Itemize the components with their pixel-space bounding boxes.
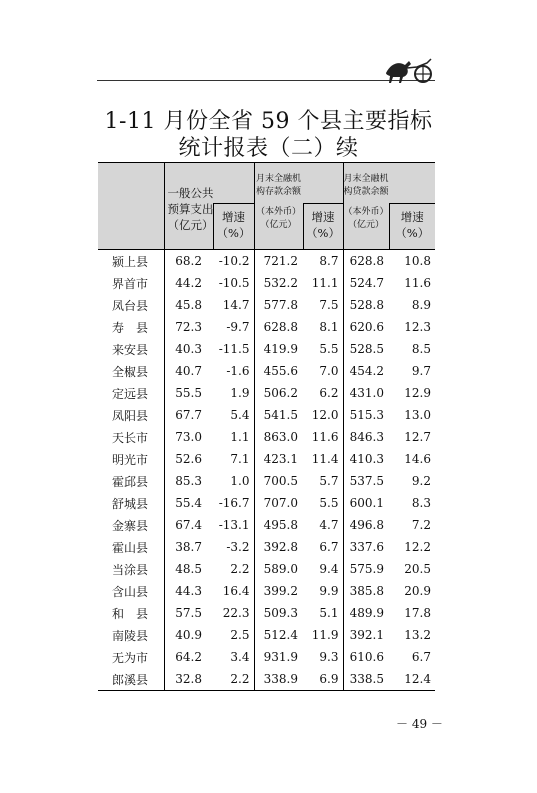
county-name-cell: 凤台县 [98, 294, 164, 316]
county-name-cell: 和 县 [98, 602, 164, 624]
loan-cell: 620.6 [343, 316, 388, 338]
loan-rate-cell: 20.5 [404, 562, 431, 576]
loan-rate-cell: 12.4 [388, 668, 435, 691]
budget-exp-cell: 48.5 [164, 558, 206, 580]
table-row [98, 514, 435, 536]
loan-cell: 610.6 [343, 646, 388, 668]
table-row [98, 580, 435, 602]
county-name-cell: 颍上县 [98, 250, 164, 273]
stats-table [98, 162, 435, 691]
budget-exp-cell: 40.9 [164, 624, 206, 646]
budget-rate-cell: -3.2 [226, 540, 250, 554]
loan-cell: 524.7 [343, 272, 388, 294]
budget-exp-cell: 45.8 [164, 294, 206, 316]
table-body [98, 250, 435, 691]
loan-cell: 338.5 [343, 668, 388, 691]
header-budget-label [167, 185, 215, 233]
deposit-rate-cell: 8.1 [319, 320, 339, 334]
loan-rate-cell: 9.2 [411, 474, 431, 488]
budget-exp-cell: 57.5 [164, 602, 206, 624]
header-deposit-group [254, 163, 343, 250]
budget-exp-cell: 73.0 [164, 426, 206, 448]
deposit-cell: 419.9 [254, 338, 302, 360]
deposit-rate-cell: 6.9 [302, 668, 343, 691]
deposit-cell: 931.9 [254, 646, 302, 668]
loan-rate-cell: 20.9 [404, 584, 431, 598]
budget-exp-cell: 67.7 [164, 404, 206, 426]
header-budget-line-3: （亿元） [167, 218, 214, 232]
deposit-rate-cell: 9.3 [319, 650, 339, 664]
county-name-cell: 凤阳县 [98, 404, 164, 426]
budget-rate-cell: -10.5 [218, 276, 250, 290]
budget-exp-cell: 55.4 [164, 492, 206, 514]
loan-cell: 846.3 [343, 426, 388, 448]
deposit-cell: 721.2 [254, 250, 302, 273]
header-loan-line-4: （亿元） [347, 220, 384, 230]
budget-exp-cell: 85.3 [164, 470, 206, 492]
header-deposit-line-1: 月末全融机 [255, 174, 301, 184]
deposit-cell: 628.8 [254, 316, 302, 338]
deposit-rate-cell: 6.7 [319, 540, 339, 554]
budget-exp-cell: 40.7 [164, 360, 206, 382]
county-name-cell: 霍邱县 [98, 470, 164, 492]
deposit-rate-cell: 8.7 [319, 254, 339, 268]
deposit-cell: 577.8 [254, 294, 302, 316]
budget-exp-cell: 72.3 [164, 316, 206, 338]
budget-rate-cell: 14.7 [222, 298, 250, 312]
budget-rate-cell: 2.5 [230, 628, 250, 642]
deposit-cell: 423.1 [254, 448, 302, 470]
header-county-cell [98, 163, 164, 250]
loan-cell: 528.8 [343, 294, 388, 316]
budget-exp-cell: 32.8 [164, 668, 206, 691]
county-name-cell: 舒城县 [98, 492, 164, 514]
header-rate-unit: （%） [395, 226, 430, 240]
deposit-rate-cell: 11.9 [311, 628, 339, 642]
loan-rate-cell: 10.8 [404, 254, 431, 268]
table-row [98, 448, 435, 470]
deposit-cell: 506.2 [254, 382, 302, 404]
header-rate-label: 增速 [311, 210, 335, 224]
loan-rate-cell: 6.7 [411, 650, 431, 664]
deposit-rate-cell: 7.0 [319, 364, 339, 378]
table-row [98, 536, 435, 558]
county-name-cell: 南陵县 [98, 624, 164, 646]
loan-cell: 600.1 [343, 492, 388, 514]
deposit-cell: 512.4 [254, 624, 302, 646]
header-loan-line-3: （本外币） [343, 207, 389, 217]
table-row [98, 470, 435, 492]
header-rate-label: 增速 [400, 210, 424, 224]
deposit-cell: 532.2 [254, 272, 302, 294]
loan-cell: 385.8 [343, 580, 388, 602]
county-name-cell: 界首市 [98, 272, 164, 294]
deposit-rate-cell: 5.5 [319, 496, 339, 510]
budget-exp-cell: 64.2 [164, 646, 206, 668]
header-rate-label: 增速 [222, 210, 245, 224]
loan-rate-cell: 8.3 [411, 496, 431, 510]
loan-rate-cell: 9.7 [411, 364, 431, 378]
budget-rate-cell: 1.9 [230, 386, 250, 400]
table-row [98, 338, 435, 360]
table-row [98, 382, 435, 404]
deposit-rate-cell: 9.9 [319, 584, 339, 598]
budget-rate-cell: 3.4 [230, 650, 250, 664]
budget-rate-cell: 7.1 [230, 452, 250, 466]
table-row [98, 668, 435, 691]
deposit-cell: 509.3 [254, 602, 302, 624]
header-loan-line-2: 构贷款余额 [343, 187, 389, 197]
deposit-rate-cell: 11.6 [311, 430, 339, 444]
header-loan-rate [389, 203, 436, 249]
county-name-cell: 寿 县 [98, 316, 164, 338]
loan-cell: 628.8 [343, 250, 388, 273]
budget-rate-cell: 1.0 [230, 474, 250, 488]
header-loan-group [343, 163, 435, 250]
loan-rate-cell: 12.3 [404, 320, 431, 334]
county-name-cell: 定远县 [98, 382, 164, 404]
header-deposit-line-4: （亿元） [260, 220, 297, 230]
loan-rate-cell: 8.5 [411, 342, 431, 356]
deposit-cell: 707.0 [254, 492, 302, 514]
county-name-cell: 无为市 [98, 646, 164, 668]
table-row [98, 602, 435, 624]
header-loan-label [344, 173, 389, 232]
budget-exp-cell: 44.3 [164, 580, 206, 602]
budget-rate-cell: -16.7 [218, 496, 250, 510]
budget-rate-cell: -13.1 [218, 518, 250, 532]
budget-rate-cell: 2.2 [206, 668, 254, 691]
budget-exp-cell: 40.3 [164, 338, 206, 360]
deposit-cell: 392.8 [254, 536, 302, 558]
county-name-cell: 来安县 [98, 338, 164, 360]
table-row [98, 272, 435, 294]
county-name-cell: 郎溪县 [98, 668, 164, 691]
header-loan-line-1: 月末全融机 [343, 174, 389, 184]
loan-cell: 496.8 [343, 514, 388, 536]
budget-rate-cell: 5.4 [230, 408, 250, 422]
deposit-cell: 541.5 [254, 404, 302, 426]
header-budget-line-2: 预算支出 [167, 202, 214, 216]
budget-exp-cell: 52.6 [164, 448, 206, 470]
loan-rate-cell: 14.6 [404, 452, 431, 466]
loan-rate-cell: 13.2 [404, 628, 431, 642]
budget-rate-cell: 1.1 [230, 430, 250, 444]
budget-rate-cell: 16.4 [222, 584, 250, 598]
table-row [98, 404, 435, 426]
loan-cell: 410.3 [343, 448, 388, 470]
budget-rate-cell: -9.7 [226, 320, 250, 334]
header-deposit-line-3: （本外币） [255, 207, 301, 217]
budget-rate-cell: -1.6 [226, 364, 250, 378]
loan-rate-cell: 12.2 [404, 540, 431, 554]
table-row [98, 294, 435, 316]
deposit-cell: 863.0 [254, 426, 302, 448]
loan-cell: 454.2 [343, 360, 388, 382]
header-budget-group [164, 163, 254, 250]
horse-chariot-logo-icon [383, 55, 435, 85]
loan-rate-cell: 12.9 [404, 386, 431, 400]
loan-cell: 489.9 [343, 602, 388, 624]
loan-cell: 337.6 [343, 536, 388, 558]
county-name-cell: 天长市 [98, 426, 164, 448]
loan-rate-cell: 8.9 [411, 298, 431, 312]
county-name-cell: 霍山县 [98, 536, 164, 558]
budget-exp-cell: 38.7 [164, 536, 206, 558]
budget-exp-cell: 44.2 [164, 272, 206, 294]
county-name-cell: 金寨县 [98, 514, 164, 536]
table-row [98, 360, 435, 382]
loan-rate-cell: 11.6 [404, 276, 431, 290]
county-name-cell: 全椒县 [98, 360, 164, 382]
header-rate-unit: （%） [216, 226, 251, 240]
county-name-cell: 明光市 [98, 448, 164, 470]
table-row [98, 646, 435, 668]
deposit-rate-cell: 6.2 [319, 386, 339, 400]
loan-cell: 515.3 [343, 404, 388, 426]
deposit-cell: 338.9 [254, 668, 302, 691]
loan-rate-cell: 12.7 [404, 430, 431, 444]
header-deposit-rate [303, 203, 343, 249]
deposit-rate-cell: 5.5 [319, 342, 339, 356]
deposit-rate-cell: 4.7 [319, 518, 339, 532]
table-row [98, 250, 435, 273]
loan-cell: 575.9 [343, 558, 388, 580]
loan-rate-cell: 17.8 [404, 606, 431, 620]
loan-rate-cell: 13.0 [404, 408, 431, 422]
title-line-1: 1-11 月份全省 59 个县主要指标 [104, 109, 433, 134]
budget-exp-cell: 67.4 [164, 514, 206, 536]
deposit-rate-cell: 5.7 [319, 474, 339, 488]
table-row [98, 624, 435, 646]
county-name-cell: 当涂县 [98, 558, 164, 580]
title-line-2: 统计报表（二）续 [178, 136, 359, 161]
header-deposit-label [255, 173, 303, 232]
header-rate-unit: （%） [306, 226, 340, 240]
deposit-cell: 399.2 [254, 580, 302, 602]
budget-rate-cell: -11.5 [218, 342, 250, 356]
loan-cell: 528.5 [343, 338, 388, 360]
loan-cell: 431.0 [343, 382, 388, 404]
deposit-cell: 455.6 [254, 360, 302, 382]
stats-table-wrap [98, 162, 435, 691]
budget-exp-cell: 55.5 [164, 382, 206, 404]
budget-rate-cell: -10.2 [218, 254, 250, 268]
table-row [98, 558, 435, 580]
deposit-cell: 700.5 [254, 470, 302, 492]
page-number: － 49 － [396, 717, 443, 731]
table-row [98, 316, 435, 338]
table-header-row [98, 163, 435, 250]
deposit-rate-cell: 7.5 [319, 298, 339, 312]
header-budget-rate [213, 203, 254, 249]
deposit-rate-cell: 11.4 [311, 452, 339, 466]
loan-cell: 392.1 [343, 624, 388, 646]
deposit-rate-cell: 11.1 [311, 276, 339, 290]
deposit-rate-cell: 12.0 [311, 408, 339, 422]
table-row [98, 492, 435, 514]
budget-rate-cell: 22.3 [222, 606, 250, 620]
deposit-rate-cell: 5.1 [319, 606, 339, 620]
budget-rate-cell: 2.2 [230, 562, 250, 576]
deposit-cell: 495.8 [254, 514, 302, 536]
header-budget-line-1: 一般公共 [167, 186, 214, 200]
budget-exp-cell: 68.2 [164, 250, 206, 273]
header-deposit-line-2: 构存款余额 [255, 187, 301, 197]
loan-rate-cell: 7.2 [411, 518, 431, 532]
deposit-rate-cell: 9.4 [319, 562, 339, 576]
loan-cell: 537.5 [343, 470, 388, 492]
deposit-cell: 589.0 [254, 558, 302, 580]
table-row [98, 426, 435, 448]
county-name-cell: 含山县 [98, 580, 164, 602]
